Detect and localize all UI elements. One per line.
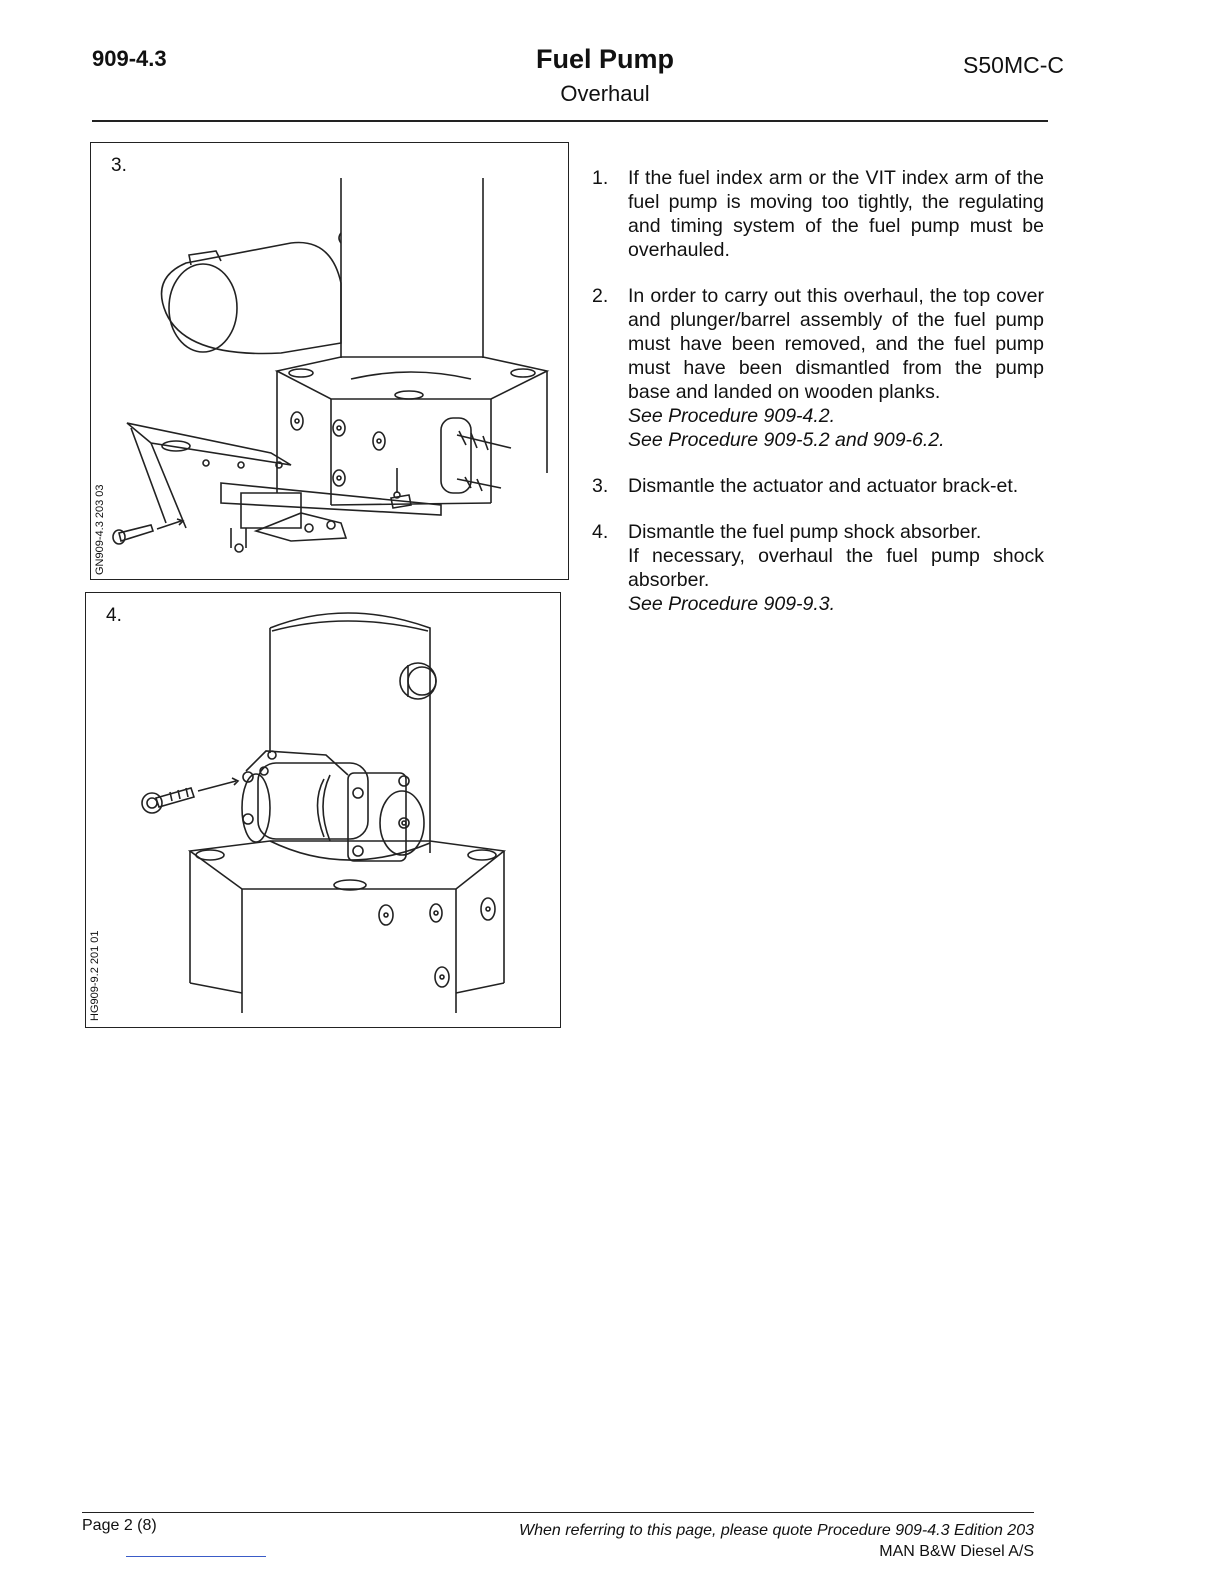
step-note: If necessary, overhaul the fuel pump shock absorber.: [628, 545, 1044, 591]
page-title: Fuel Pump: [535, 44, 674, 74]
step-text: If the fuel index arm or the VIT index arm of the fuel pump is moving too tightly, the regulating and timing system of the fuel pump must be overhauled.: [628, 167, 1044, 261]
figure-4-number: 4.: [106, 605, 122, 626]
procedure-reference: See Procedure 909-5.2 and 909-6.2.: [628, 429, 945, 451]
procedure-reference: See Procedure 909-4.2.: [628, 405, 836, 427]
step-3: [592, 474, 1044, 498]
section-number: 909-4.3: [92, 46, 167, 71]
step-text: Dismantle the fuel pump shock absorber.: [628, 521, 982, 543]
step-text: In order to carry out this overhaul, the top cover and plunger/barrel assembly of the fuel pump must have been removed, and the fuel pump must have been dismantled from the pump base and landed on wooden planks.: [628, 285, 1044, 403]
step-number: 3.: [592, 475, 609, 497]
page-subtitle: Overhaul: [560, 81, 650, 106]
step-text: Dismantle the actuator and actuator brack-et.: [628, 475, 1019, 497]
header-divider: [92, 120, 1048, 122]
procedure-steps: [592, 166, 1044, 638]
step-number: 4.: [592, 521, 609, 543]
procedure-reference: See Procedure 909-9.3.: [628, 593, 836, 615]
footer-divider: [82, 1512, 1034, 1513]
step-number: 1.: [592, 167, 609, 189]
step-1: [592, 166, 1044, 262]
figure-3: [90, 142, 569, 580]
figure-4: [85, 592, 561, 1028]
step-number: 2.: [592, 285, 609, 307]
figure-3-code: GN909-4.3 203 03: [94, 484, 106, 575]
figure-3-illustration: [91, 143, 568, 579]
figure-4-illustration: [86, 593, 560, 1027]
footer-info: [519, 1520, 1034, 1562]
figure-4-code: HG909-9.2 201 01: [89, 930, 101, 1021]
page-number: Page 2 (8): [82, 1517, 157, 1534]
step-2: [592, 284, 1044, 452]
step-4: [592, 520, 1044, 616]
engine-type: S50MC-C: [963, 52, 1064, 78]
quote-notice: When referring to this page, please quote Procedure 909-4.3 Edition 203: [519, 1522, 1034, 1539]
footer-mark: [126, 1556, 266, 1557]
figure-3-number: 3.: [111, 155, 127, 176]
company-name: MAN B&W Diesel A/S: [879, 1543, 1034, 1560]
